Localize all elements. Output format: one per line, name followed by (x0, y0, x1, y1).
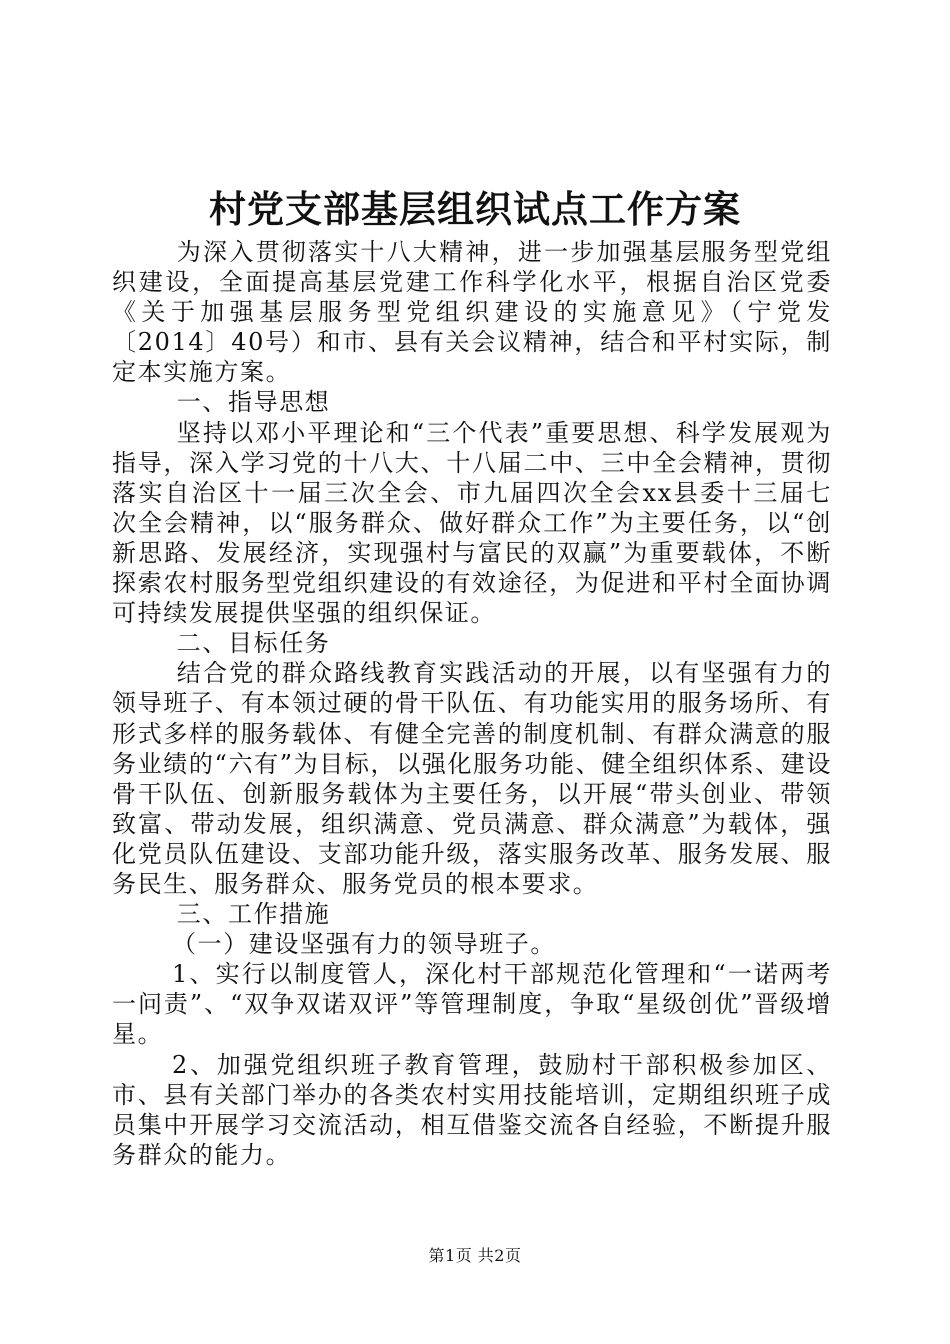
paragraph-measure-2: 2、加强党组织班子教育管理，鼓励村干部积极参加区、市、县有关部门举办的各类农村实用技能培训，定期组织班子成员集中开展学习交流活动，相互借鉴交流各自经验，不断提升服务群众的能力。 (112, 1050, 832, 1169)
section-heading-measures: 三、工作措施 (176, 900, 331, 929)
section-heading-goals: 二、目标任务 (176, 629, 331, 658)
page-footer: 第1页 共2页 (428, 1246, 522, 1265)
document-body (112, 237, 832, 1170)
paragraph-measure-1: 1、实行以制度管人，深化村干部规范化管理和“一诺两考一问责”、“双争双诺双评”等管理制度，争取“星级创优”晋级增星。 (112, 960, 832, 1049)
paragraph-intro: 为深入贯彻落实十八大精神，进一步加强基层服务型党组织建设，全面提高基层党建工作科学化水平，根据自治区党委《关于加强基层服务型党组织建设的实施意见》（宁党发〔2014〕40号）和市、县有关会议精神，结合和平村实际，制定本实施方案。 (112, 238, 832, 387)
paragraph-goals: 结合党的群众路线教育实践活动的开展，以有坚强有力的领导班子、有本领过硬的骨干队伍、有功能实用的服务场所、有形式多样的服务载体、有健全完善的制度机制、有群众满意的服务业绩的“六有”为目标，以强化服务功能、健全组织体系、建设骨干队伍、创新服务载体为主要任务，以开展“带头创业、带领致富、带动发展，组织满意、党员满意、群众满意”为载体，强化党员队伍建设、支部功能升级，落实服务改革、服务发展、服务民生、服务群众、服务党员的根本要求。 (112, 659, 832, 898)
section-heading-guiding-thought: 一、指导思想 (176, 388, 331, 417)
document-title: 村党支部基层组织试点工作方案 (209, 187, 741, 231)
subsection-heading-leadership: （一）建设坚强有力的领导班子。 (172, 930, 556, 959)
paragraph-guiding-thought: 坚持以邓小平理论和“三个代表”重要思想、科学发展观为指导，深入学习党的十八大、十八届二中、三中全会精神，贯彻落实自治区十一届三次全会、市九届四次全会xx县委十三届七次全会精神，以“服务群众、做好群众工作”为主要任务，以“创新思路、发展经济，实现强村与富民的双赢”为重要载体，不断探索农村服务型党组织建设的有效途径，为促进和平村全面协调可持续发展提供坚强的组织保证。 (112, 418, 832, 628)
